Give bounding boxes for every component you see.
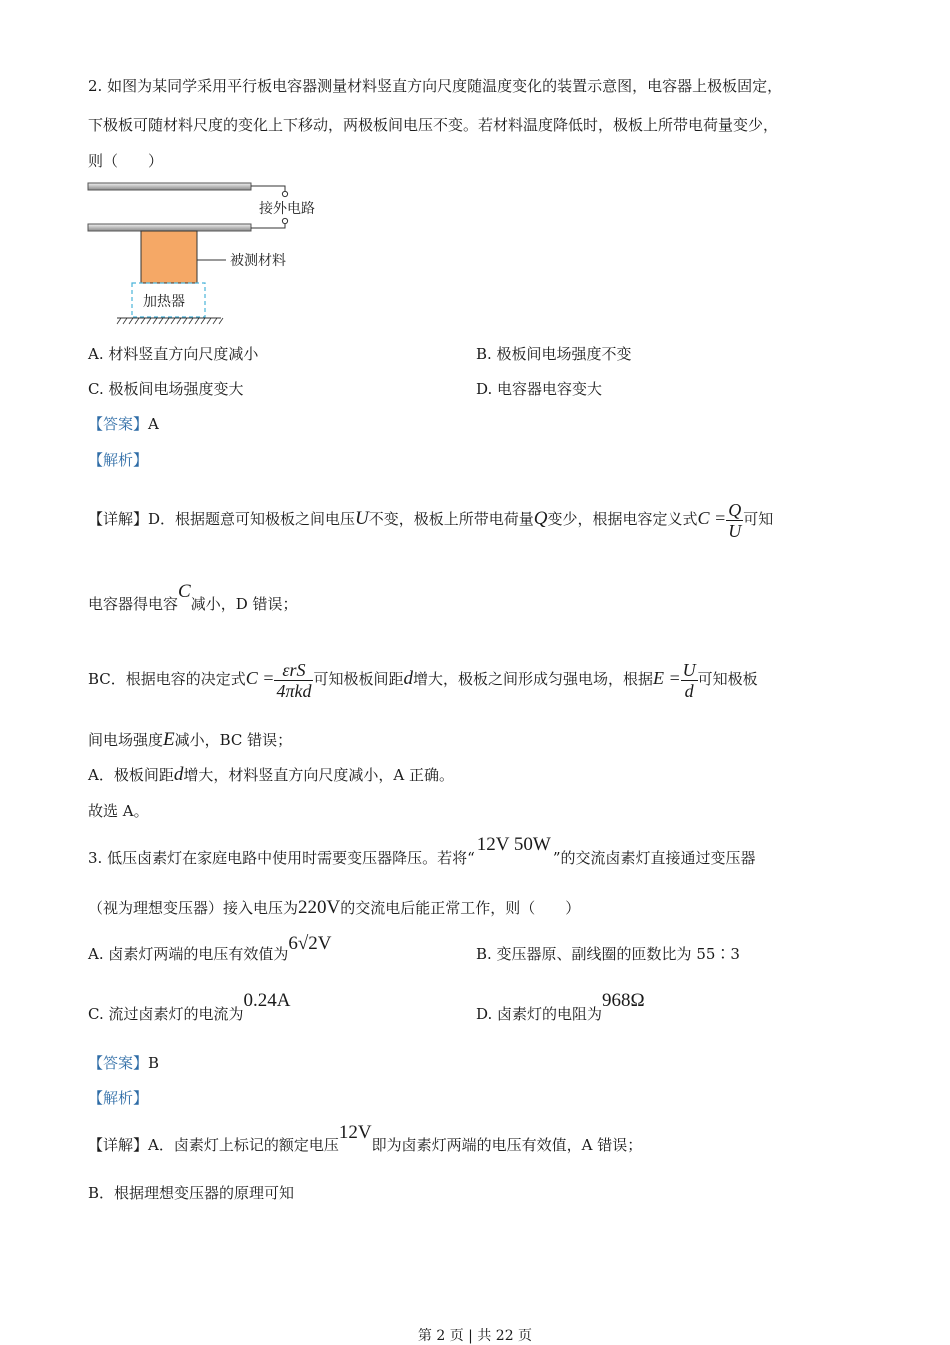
ground-hatch: [117, 318, 223, 324]
page-footer: 第 2 页 | 共 22 页: [417, 1328, 533, 1344]
text-segment: 的交流电后能正常工作，则（ ）: [340, 899, 581, 917]
formula-c-lhs: C =: [697, 508, 727, 528]
answer-tag: 【答案】: [88, 415, 149, 433]
text-segment: A．极板间距: [88, 766, 174, 784]
symbol-d: d: [173, 764, 184, 785]
text-segment: C. 流过卤素灯的电流为: [88, 1005, 244, 1023]
q3-analysis-tag: 【解析】: [88, 1089, 149, 1107]
text-segment: D. 卤素灯的电阻为: [476, 1005, 603, 1023]
q3-option-b: B. 变压器原、副线圈的匝数比为 55∶3: [476, 945, 740, 963]
q3-option-a: [88, 933, 332, 964]
fraction-numerator: U: [682, 659, 696, 680]
formula-e-lhs: E =: [652, 668, 681, 688]
text-segment: 间电场强度: [88, 731, 164, 749]
q2-analysis-tag: 【解析】: [88, 451, 149, 469]
answer-value: B: [148, 1054, 160, 1072]
q2-option-c: C. 极板间电场强度变大: [88, 380, 244, 398]
text-segment: ”的交流卤素灯直接通过变压器: [552, 849, 756, 867]
q2-answer: [88, 414, 159, 434]
rated-voltage: 12V: [338, 1122, 372, 1143]
fraction-q-over-u: [726, 500, 743, 541]
material-block: [141, 231, 197, 283]
label-heater: 加热器: [143, 294, 185, 310]
text-segment: 可知极板: [697, 670, 758, 688]
text-segment: 3. 低压卤素灯在家庭电路中使用时需要变压器降压。若将“: [88, 849, 475, 867]
lower-plate: [88, 224, 251, 231]
label-external-circuit: 接外电路: [259, 201, 315, 217]
text-segment: 增大，极板之间形成匀强电场，根据: [412, 670, 653, 688]
text-segment: A．卤素灯上标记的额定电压: [148, 1136, 339, 1154]
upper-plate: [88, 183, 251, 190]
fraction-numerator: εrS: [274, 660, 313, 681]
q3-stem-line2: [88, 898, 580, 918]
option-a-value: 6√2V: [288, 933, 332, 954]
q2-option-a: A. 材料竖直方向尺度减小: [88, 345, 259, 363]
symbol-C: C: [178, 581, 191, 602]
text-segment: 不变，极板上所带电荷量: [368, 510, 534, 528]
fraction-u-over-d: [681, 660, 698, 701]
q3-detail-line2: B．根据理想变压器的原理可知: [88, 1184, 295, 1202]
capacitor-diagram: [85, 178, 345, 328]
symbol-E: E: [163, 729, 175, 750]
text-segment: A. 卤素灯两端的电压有效值为: [88, 945, 289, 963]
symbol-U: U: [355, 508, 369, 529]
option-c-value: 0.24A: [243, 990, 291, 1011]
symbol-Q: Q: [533, 508, 548, 529]
fraction-denominator: 4πkd: [276, 680, 312, 701]
detail-tag: 【详解】: [88, 1136, 149, 1154]
symbol-d: d: [403, 668, 413, 689]
q2-detail-a: [88, 765, 454, 785]
text-segment: 电容器得电容: [88, 595, 179, 613]
voltage-value: 220V: [298, 897, 341, 918]
q2-stem-line3: 则（ ）: [88, 152, 164, 170]
text-segment: 可知: [743, 510, 774, 528]
fraction-denominator: U: [728, 520, 742, 541]
text-segment: 增大，材料竖直方向尺度减小，A 正确。: [183, 766, 454, 784]
q3-detail-line1: [88, 1122, 643, 1155]
q3-option-c: [88, 990, 291, 1024]
formula-c2-lhs: C =: [245, 668, 275, 688]
q2-stem-line2: 下极板可随材料尺度的变化上下移动，两极板间电压不变。若材料温度降低时，极板上所带电荷量变少，: [88, 116, 779, 134]
lower-terminal: [282, 218, 287, 223]
text-segment: 减小，D 错误；: [190, 595, 298, 613]
fraction-eps-s-over-4pikd: [274, 660, 313, 701]
q3-stem-line1: [88, 834, 756, 868]
text-segment: D．根据题意可知极板之间电压: [148, 510, 356, 528]
q3-answer: [88, 1053, 159, 1073]
text-segment: BC．根据电容的决定式: [88, 670, 246, 688]
q2-option-d: D. 电容器电容变大: [476, 380, 603, 398]
fraction-denominator: d: [684, 680, 694, 701]
q2-detail-line2: [88, 581, 298, 614]
text-segment: 可知极板间距: [313, 670, 404, 688]
option-d-value: 968Ω: [602, 990, 645, 1011]
detail-tag: 【详解】: [88, 510, 149, 528]
text-segment: 即为卤素灯两端的电压有效值，A 错误；: [371, 1136, 643, 1154]
upper-wire: [251, 186, 285, 192]
q3-option-d: [476, 990, 645, 1024]
q2-stem-line1: 2. 如图为某同学采用平行板电容器测量材料竖直方向尺度随温度变化的装置示意图，电容器上极板固定，: [88, 77, 783, 95]
rating-value: 12V 50W: [476, 834, 551, 855]
text-segment: （视为理想变压器）接入电压为: [88, 899, 299, 917]
text-segment: 变少，根据电容定义式: [547, 510, 698, 528]
q2-detail-line1: [88, 498, 773, 541]
lower-wire: [251, 223, 285, 228]
answer-value: A: [148, 415, 159, 433]
answer-tag: 【答案】: [88, 1054, 149, 1072]
q2-detail-bc: [88, 648, 758, 709]
fraction-numerator: Q: [728, 499, 742, 520]
label-material: 被测材料: [230, 253, 286, 269]
q2-conclusion: 故选 A。: [88, 802, 149, 820]
q2-option-b: B. 极板间电场强度不变: [476, 345, 632, 363]
upper-terminal: [282, 191, 287, 196]
q2-detail-bc2: [88, 730, 292, 750]
text-segment: 减小，BC 错误；: [174, 731, 293, 749]
